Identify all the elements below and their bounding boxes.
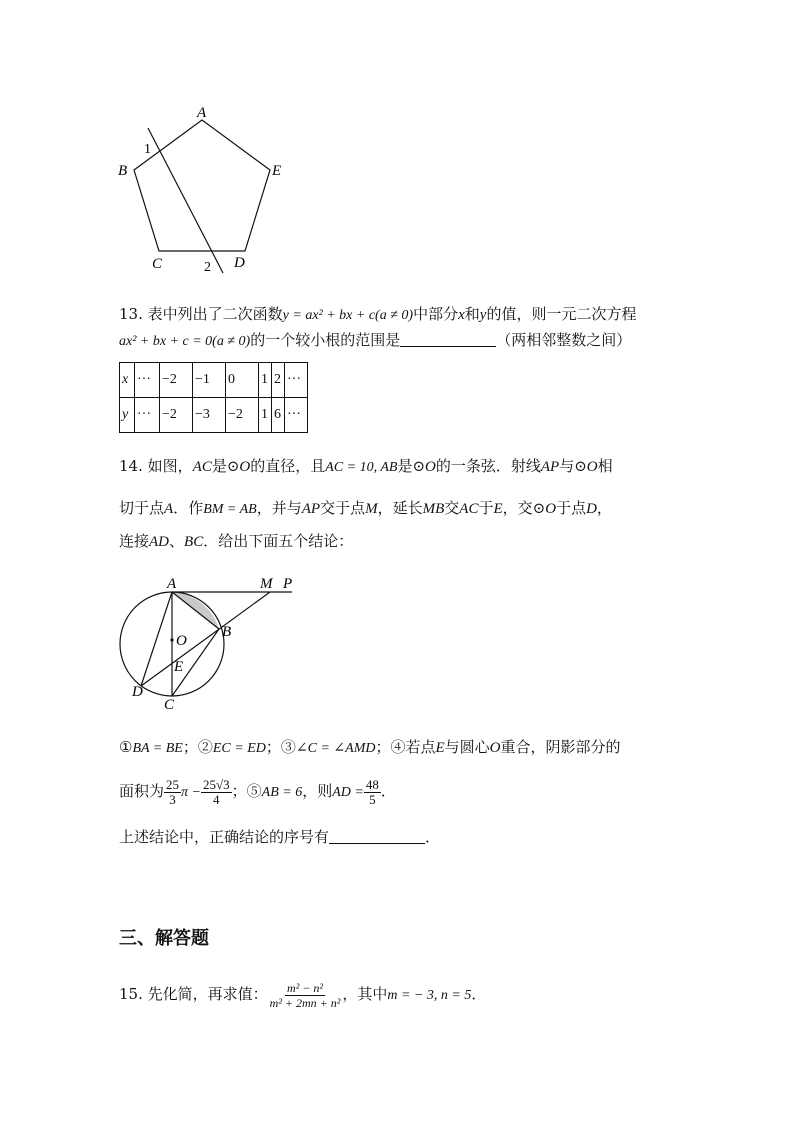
q14-text: 面积为	[119, 782, 165, 800]
q13-var-y: y	[479, 307, 487, 323]
q14-text: ；④若点	[375, 738, 436, 756]
q14-text: ．给出下面五个结论：	[203, 532, 354, 550]
table-cell: ···	[135, 398, 160, 433]
fraction-numerator: 25	[166, 776, 180, 792]
q14-text: 切于点	[119, 499, 165, 517]
q13-text: 的值，则一元二次方程	[486, 305, 637, 323]
q13-function: y = ax² + bx + c(a ≠ 0)	[282, 308, 414, 323]
table-cell: x	[120, 363, 135, 398]
circle-figure	[110, 570, 310, 715]
fraction-denominator: 5	[369, 791, 376, 807]
circle-o-symbol: ⊙O	[574, 459, 598, 475]
fraction-denominator: m² + 2mn + n²	[269, 995, 341, 1010]
q13-line-1	[119, 304, 636, 326]
q14-conclusions-line-1	[119, 737, 621, 759]
q14-math: EC = ED	[212, 741, 266, 756]
fraction-denominator: 4	[213, 791, 220, 807]
q15-values: m = − 3, n = 5	[387, 988, 472, 1003]
table-cell: 1	[259, 363, 272, 398]
q13-text: 表中列出了二次函数	[147, 305, 283, 323]
table-cell: 6	[272, 398, 285, 433]
table-cell: y	[120, 398, 135, 433]
q14-text: ，延长	[377, 499, 423, 517]
q14-math: π −	[181, 785, 201, 800]
q14-math: AD	[149, 534, 170, 550]
q14-text: ；②	[182, 738, 213, 756]
q14-math: AP	[301, 501, 321, 517]
q14-math: AD =	[332, 785, 364, 800]
circle-label-e: E	[174, 659, 184, 675]
circle-label-o: O	[176, 633, 187, 649]
q13-line-2	[119, 330, 631, 352]
q14-math: AP	[540, 459, 560, 475]
q14-math: AB = 6	[261, 785, 303, 800]
pentagon-label-a: A	[197, 105, 207, 121]
circle-label-a: A	[167, 576, 177, 592]
q14-math: ∠C = ∠AMD	[295, 741, 376, 756]
q14-line-2	[119, 498, 612, 520]
q14-math: A	[164, 501, 174, 517]
fraction-numerator: m² − n²	[287, 980, 323, 995]
pentagon-figure	[100, 95, 300, 280]
table-cell: 2	[272, 363, 285, 398]
q15-text: 先化简，再求值：	[147, 985, 268, 1003]
q13-text: 的一个较小根的范围是	[250, 331, 401, 349]
q14-line-3	[119, 531, 353, 552]
fraction-numerator: 25√3	[202, 776, 230, 792]
table-cell: −3	[193, 398, 226, 433]
q14-text: ，	[596, 499, 612, 517]
circle-label-p: P	[283, 576, 293, 592]
q14-math: BA = BE	[132, 741, 183, 756]
fraction-48-5	[364, 778, 381, 807]
q14-math: MB	[422, 501, 445, 517]
table-cell: ···	[135, 363, 160, 398]
q14-answer-blank[interactable]	[329, 843, 425, 844]
fraction-denominator: 3	[169, 791, 176, 807]
q13-text: 和	[464, 305, 480, 323]
q14-text: 交	[444, 499, 460, 517]
q14-text: 是	[397, 457, 413, 475]
q15-number: 15.	[119, 985, 143, 1003]
q14-text: ．	[380, 782, 396, 800]
q14-math: BM = AB	[203, 502, 257, 517]
q13-var-x: x	[458, 307, 465, 323]
q14-math: AC	[459, 501, 479, 517]
q15-fraction	[268, 981, 343, 1010]
q14-text: 的直径，且	[250, 457, 326, 475]
pentagon-label-e: E	[272, 163, 282, 179]
q13-text: 中部分	[413, 305, 459, 323]
table-cell: −2	[160, 398, 193, 433]
q14-line-1	[119, 456, 613, 478]
q14-answer-line	[119, 827, 440, 847]
circle-label-d: D	[132, 684, 143, 700]
q14-text: ；③	[265, 738, 296, 756]
q14-text: ，并与	[256, 499, 302, 517]
table-cell: 1	[259, 398, 272, 433]
q14-math: M	[365, 501, 378, 517]
q14-text: 于	[478, 499, 494, 517]
table-cell: −2	[226, 398, 259, 433]
pentagon-label-c: C	[152, 256, 163, 272]
q13-number: 13.	[119, 305, 143, 323]
angle-label-2: 2	[204, 260, 211, 275]
circle-label-m: M	[260, 576, 273, 592]
fraction-25sqrt3-4	[201, 778, 232, 807]
pentagon-label-b: B	[118, 163, 128, 179]
q13-text: （两相邻整数之间）	[496, 331, 632, 349]
q14-text: 相	[597, 457, 613, 475]
q14-text: 是	[211, 457, 227, 475]
angle-label-1: 1	[144, 142, 151, 157]
q14-text: 的一条弦．射线	[435, 457, 541, 475]
q14-text: 与圆心	[444, 738, 490, 756]
q14-text: ，则	[302, 782, 333, 800]
table-cell: −1	[193, 363, 226, 398]
circle-diagram	[110, 570, 310, 715]
q14-math: O	[489, 740, 501, 756]
table-cell: ···	[285, 363, 308, 398]
line-md	[141, 592, 270, 686]
q14-text: 、	[169, 532, 185, 550]
q13-answer-blank[interactable]	[400, 346, 496, 347]
segment-ad	[141, 592, 172, 686]
q14-number: 14.	[119, 457, 143, 475]
q14-text: 连接	[119, 532, 150, 550]
table-cell: −2	[160, 363, 193, 398]
q15-line	[119, 978, 486, 1012]
circle-o-symbol: ⊙O	[412, 459, 436, 475]
table-cell: 0	[226, 363, 259, 398]
q13-value-table	[119, 362, 308, 433]
fraction-25-3	[164, 778, 181, 807]
q14-text: 于点	[556, 499, 587, 517]
fraction-numerator: 48	[365, 776, 379, 792]
pentagon-diagram	[100, 95, 300, 280]
q15-text: ，其中	[342, 985, 388, 1003]
q14-math: AC	[192, 459, 212, 475]
circle-o-symbol: ⊙O	[226, 459, 251, 475]
q14-text: 与	[559, 457, 575, 475]
q13-equation: ax² + bx + c = 0(a ≠ 0)	[119, 334, 251, 349]
q14-math: E	[435, 740, 445, 756]
q14-text: 如图，	[147, 457, 193, 475]
q14-text: 上述结论中，正确结论的序号有	[119, 828, 330, 846]
q14-math: BC	[184, 534, 204, 550]
q14-text: 交于点	[320, 499, 366, 517]
center-point	[170, 638, 173, 641]
q14-text: ，交	[502, 499, 533, 517]
q14-math: E	[493, 501, 503, 517]
q14-math: D	[586, 501, 597, 517]
table-row	[120, 398, 308, 433]
q14-text: ；⑤	[231, 782, 262, 800]
circle-label-c: C	[164, 697, 175, 713]
q14-math: AC = 10, AB	[325, 460, 398, 475]
table-row	[120, 363, 308, 398]
circle-o-symbol: ⊙O	[532, 501, 557, 517]
q14-text: ①	[119, 738, 133, 756]
pentagon-label-d: D	[234, 255, 245, 271]
table-cell: ···	[285, 398, 308, 433]
q14-text: ．	[425, 828, 441, 846]
section-title: 三、解答题	[119, 928, 209, 949]
q14-conclusions-line-2	[119, 775, 396, 809]
q14-text: ．作	[173, 499, 204, 517]
q14-text: 重合，阴影部分的	[500, 738, 621, 756]
q15-text: ．	[471, 985, 487, 1003]
circle-label-b: B	[222, 624, 232, 640]
